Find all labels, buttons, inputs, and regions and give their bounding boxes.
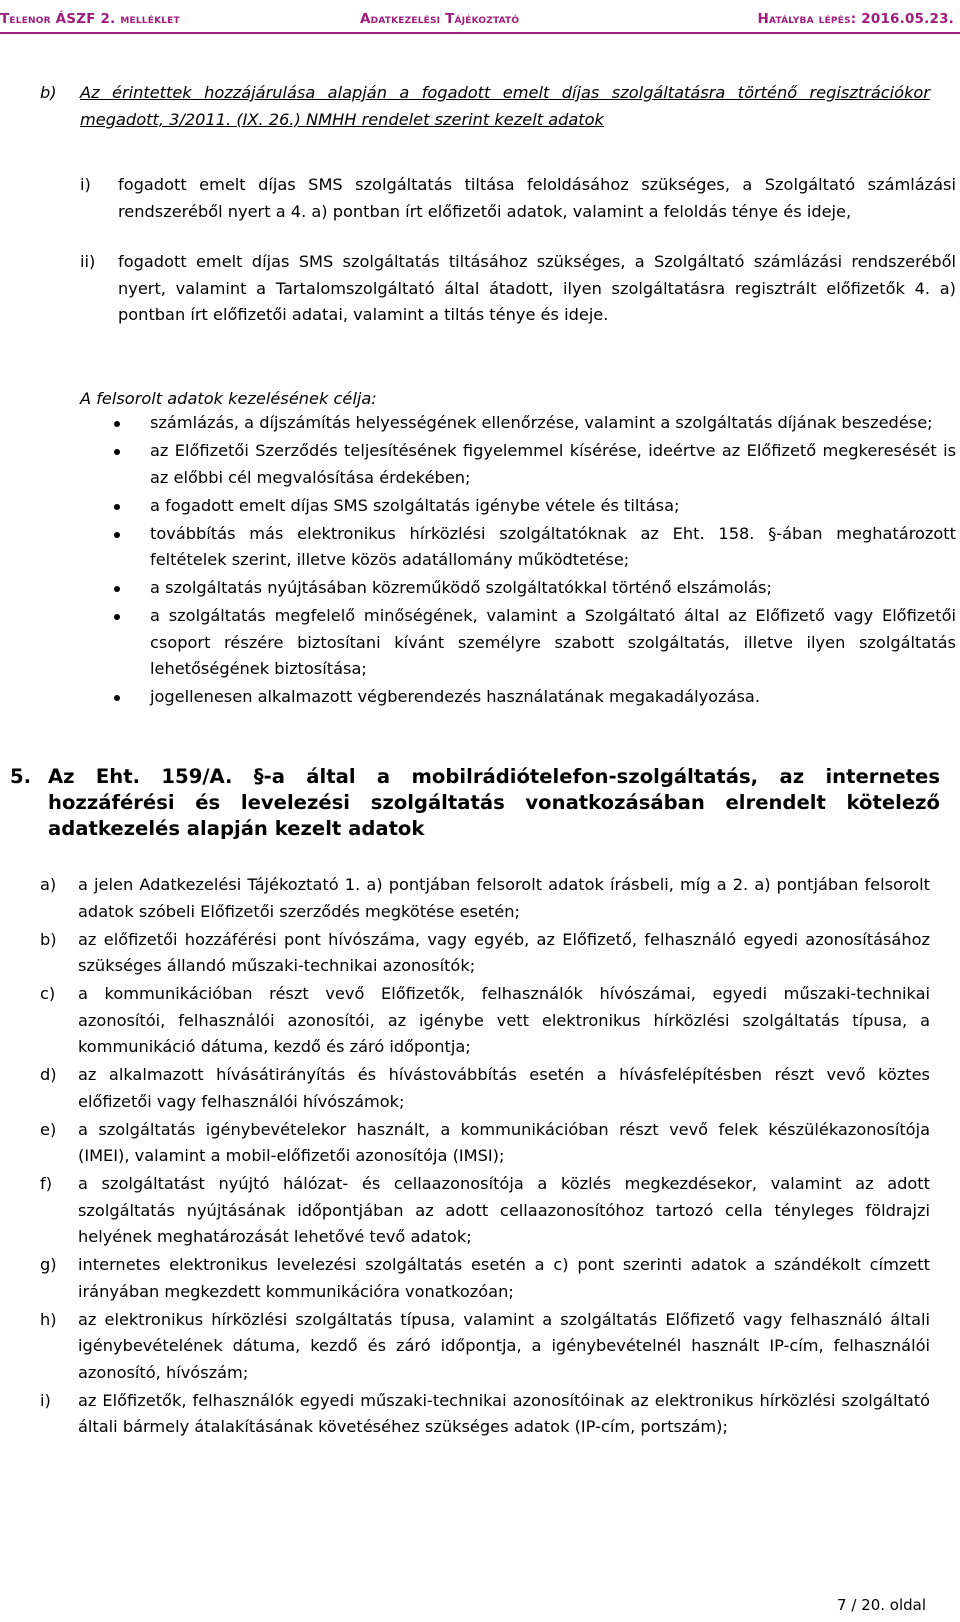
page-header <box>0 6 960 34</box>
bullet-icon <box>114 586 120 592</box>
bullet-icon <box>114 421 120 427</box>
list-item <box>80 684 956 711</box>
section-b-heading <box>40 80 930 133</box>
list-item-label: h) <box>40 1309 57 1329</box>
list-item-text: a szolgáltatás igénybevételekor használt, a kommunikációban részt vevő felek készülékazonosítója (IMEI), valamint a mobil-előfizetői azonosítója (IMSI); <box>78 1119 930 1165</box>
list-item <box>80 410 956 437</box>
section-5-heading <box>10 764 940 842</box>
list-item-label: f) <box>40 1174 53 1193</box>
list-item-label: g) <box>40 1255 57 1274</box>
list-item-text: a kommunikációban részt vevő Előfizetők, felhasználók hívószámai, egyedi műszaki-technikai azonosítói, felhasználói azonosítói, az igénybe vett elektronikus hírközlési szolgáltatás típusa, a kommunikáció dátuma, kezdő és záró időpontja; <box>78 984 930 1056</box>
header-effective-date: Hatályba lépés: 2016.05.23. <box>757 11 954 27</box>
roman-item <box>80 249 956 329</box>
list-item <box>80 575 956 602</box>
roman-item-label: ii) <box>80 252 96 271</box>
list-item-label: i) <box>40 1390 51 1410</box>
header-section-title: Adatkezelési Tájékoztató <box>360 11 520 27</box>
list-item-text: az Előfizetők, felhasználók egyedi műszaki-technikai azonosítóinak az elektronikus hírközlési szolgáltató általi bármely átalakításának követéséhez szükséges adatok (IP-cím, portszám); <box>78 1390 930 1436</box>
list-item-label: e) <box>40 1119 57 1139</box>
bullet-text: továbbítás más elektronikus hírközlési szolgáltatóknak az Eht. 158. §-ában meghatározott feltételek szerint, illetve közös adatállomány működtetése; <box>150 523 956 569</box>
list-item-label: d) <box>40 1065 57 1084</box>
list-item <box>40 927 930 980</box>
list-item-text: internetes elektronikus levelezési szolgáltatás esetén a c) pont szerinti adatok a szándékolt címzett irányában megkezdett kommunikációra vonatkozóan; <box>78 1255 930 1301</box>
section-b-text: Az érintettek hozzájárulása alapján a fogadott emelt díjas szolgáltatásra történő regisztrációkor megadott, 3/2011. (IX. 26.) NMHH rendelet szerint kezelt adatok <box>80 83 930 129</box>
page-number: 7 / 20. oldal <box>837 1596 926 1614</box>
list-item-label: b) <box>40 929 57 949</box>
roman-item-text: fogadott emelt díjas SMS szolgáltatás tiltása feloldásához szükséges, a Szolgáltató számlázási rendszeréből nyert a 4. a) pontban írt előfizetői adatok, valamint a feloldás ténye és ideje, <box>118 175 956 221</box>
purpose-title: A felsorolt adatok kezelésének célja: <box>80 389 377 408</box>
list-item <box>40 1252 930 1305</box>
bullet-icon <box>114 614 120 620</box>
list-item-text: a jelen Adatkezelési Tájékoztató 1. a) pontjában felsorolt adatok írásbeli, míg a 2. a) pontjában felsorolt adatok szóbeli Előfizetői szerződés megkötése esetén; <box>78 875 930 921</box>
section-b-label: b) <box>40 83 57 102</box>
bullet-icon <box>114 449 120 455</box>
list-item <box>40 981 930 1061</box>
section-5-list <box>40 872 930 1441</box>
purpose-bullet-list <box>80 410 956 711</box>
bullet-text: a szolgáltatás megfelelő minőségének, valamint a Szolgáltató által az Előfizető vagy Előfizetői csoport részére biztosítani kívánt személyre szabott szolgáltatás, illetve ilyen szolgáltatás lehetőségének biztosítása; <box>150 606 956 678</box>
bullet-icon <box>114 532 120 538</box>
section-5-number: 5. <box>10 765 32 788</box>
bullet-icon <box>114 695 120 701</box>
list-item <box>80 603 956 683</box>
list-item-text: a szolgáltatást nyújtó hálózat- és cellaazonosítója a közlés megkezdésekor, valamint az adott szolgáltatás nyújtásának időpontjában az adott cellaazonosítóhoz tartozó cella tényleges földrajzi helyének meghatározását lehetővé tevő adatok; <box>78 1174 930 1246</box>
bullet-icon <box>114 504 120 510</box>
list-item <box>40 872 930 925</box>
roman-item-label: i) <box>80 175 91 194</box>
list-item <box>40 1388 930 1441</box>
roman-item <box>80 172 956 225</box>
list-item <box>80 493 956 520</box>
header-document-name: Telenor ÁSZF 2. melléklet <box>0 11 180 27</box>
list-item-text: az elektronikus hírközlési szolgáltatás típusa, valamint a szolgáltatás Előfizető vagy felhasználó általi igénybevételének dátuma, kezdő és záró időpontja, a igénybevételnél használt IP-cím, felhasználói azonosító, hívószám; <box>78 1309 930 1382</box>
list-item-label: a) <box>40 875 57 894</box>
bullet-text: a szolgáltatás nyújtásában közreműködő szolgáltatókkal történő elszámolás; <box>150 578 772 597</box>
list-item-text: az előfizetői hozzáférési pont hívószáma, vagy egyéb, az Előfizető, felhasználó egyedi azonosításához szükséges állandó műszaki-technikai azonosítók; <box>78 929 930 975</box>
list-item-label: c) <box>40 984 56 1003</box>
list-item <box>40 1117 930 1170</box>
list-item-text: az alkalmazott hívásátirányítás és hívástovábbítás esetén a hívásfelépítésben részt vevő köztes előfizetői vagy felhasználói hívószámok; <box>78 1065 930 1111</box>
section-5-title: Az Eht. 159/A. §-a által a mobilrádiótelefon-szolgáltatás, az internetes hozzáférési és levelezési szolgáltatás vonatkozásában elrendelt kötelező adatkezelés alapján kezelt adatok <box>48 765 940 840</box>
list-item <box>40 1307 930 1387</box>
bullet-text: az Előfizetői Szerződés teljesítésének figyelemmel kísérése, ideértve az Előfizető megkeresését is az előbbi cél megvalósítása érdekében; <box>150 441 956 487</box>
bullet-text: jogellenesen alkalmazott végberendezés használatának megakadályozása. <box>150 687 760 706</box>
list-item <box>40 1062 930 1115</box>
list-item <box>80 521 956 574</box>
roman-item-text: fogadott emelt díjas SMS szolgáltatás tiltásához szükséges, a Szolgáltató számlázási rendszeréből nyert, valamint a Tartalomszolgáltató által átadott, ilyen szolgáltatásra regisztrált előfizetők 4. a) pontban írt előfizetői adatai, valamint a tiltás ténye és ideje. <box>118 252 956 324</box>
bullet-text: számlázás, a díjszámítás helyességének ellenőrzése, valamint a szolgáltatás díjának beszedése; <box>150 413 933 432</box>
list-item <box>80 438 956 491</box>
list-item <box>40 1171 930 1251</box>
bullet-text: a fogadott emelt díjas SMS szolgáltatás igénybe vétele és tiltása; <box>150 495 680 515</box>
